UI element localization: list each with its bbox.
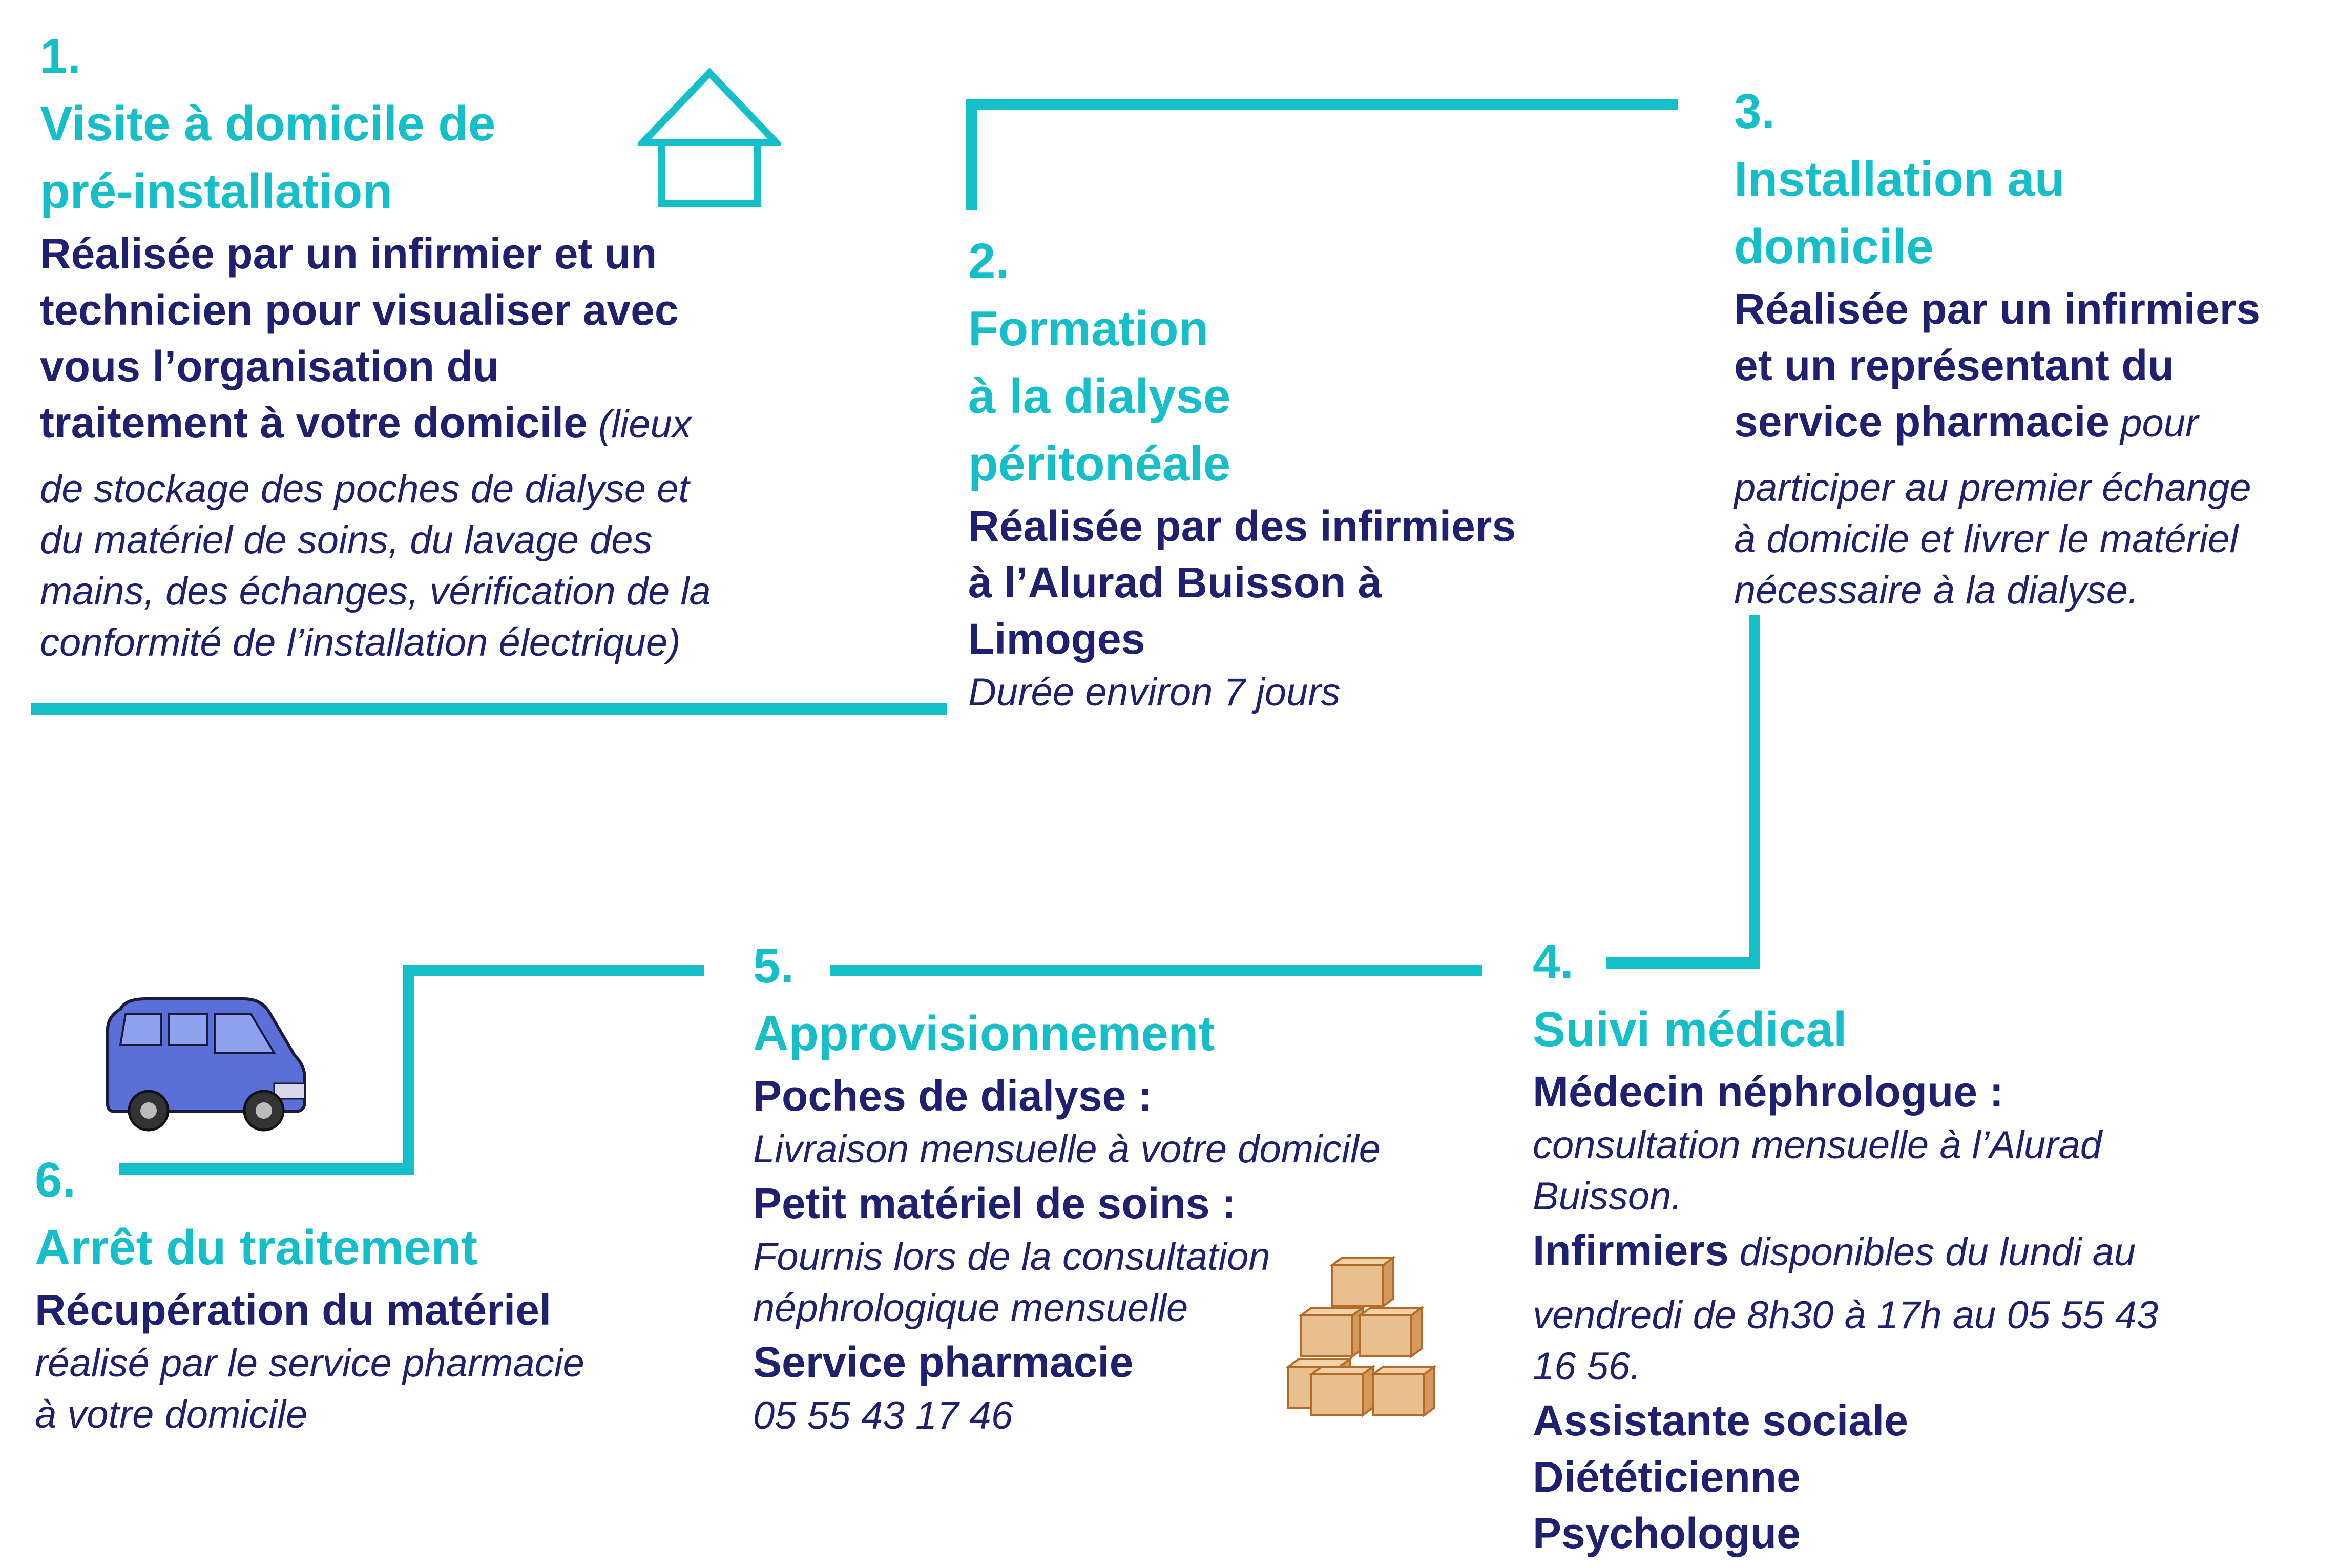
step-1-detail-line: de stockage des poches de dialyse et [40,467,690,511]
step-5-supplies-line: Fournis lors de la consultation [753,1235,1270,1279]
van-icon [100,989,310,1137]
step-2-title-line: Formation [968,301,1209,356]
step-1-bold-last: traitement à votre domicile [40,399,588,447]
step-4-doctor-line: consultation mensuelle à l’Alurad [1533,1123,2102,1167]
step-4-other: Psychologue [1533,1509,1801,1557]
step-3-desc-line: et un représentant du [1734,341,2174,389]
step-3-detail-line: à domicile et livrer le matériel [1734,517,2239,561]
step-4-doctor-label: Médecin néphrologue : [1533,1068,2004,1116]
step-4-nurses-label: Infirmiers [1533,1226,1729,1274]
step-3-detail-line: nécessaire à la dialyse. [1734,569,2139,612]
step-4-nurses-mixed [1533,1222,2322,1290]
step-2-desc-line: Réalisée par des infirmiers [968,502,1516,550]
step-1-number: 1. [40,29,81,83]
step-4-nurses-line: vendredi de 8h30 à 17h au 05 55 43 [1533,1293,2159,1337]
step-3-desc-line: Réalisée par un infirmiers [1734,285,2261,333]
step-2-title-line: péritonéale [968,436,1231,491]
step-2-number: 2. [968,234,1010,288]
step-6-desc: Récupération du matériel [35,1286,552,1334]
step-6 [35,1146,752,1440]
step-4-number: 4. [1533,934,1574,989]
step-2-duration: Durée environ 7 jours [968,671,1341,714]
step-6-detail-line: à votre domicile [35,1393,308,1436]
step-5-pharmacy-label: Service pharmacie [753,1338,1134,1386]
step-5-number: 5. [753,938,795,993]
step-3-bold-last: service pharmacie [1734,398,2110,446]
step-4 [1533,928,2322,1561]
step-3-italic-inline: pour [2110,402,2199,445]
step-2-desc-line: à l’Alurad Buisson à [968,558,1382,607]
step-1-title-line1: Visite à domicile de [40,96,496,151]
step-3-title-line: Installation au [1734,152,2065,206]
step-5 [753,932,1501,1441]
step-1-desc-line: technicien pour visualiser avec [40,286,679,334]
step-1 [40,23,829,668]
step-5-supplies-label: Petit matériel de soins : [753,1179,1236,1227]
step-4-nurses-inline: disponibles du lundi au [1728,1230,2136,1274]
step-1-detail-line: conformité de l’installation électrique) [40,621,681,664]
step-3-number: 3. [1734,84,1776,139]
step-6-detail-line: réalisé par le service pharmacie [35,1342,584,1385]
step-1-desc-mixed [40,394,829,464]
step-2 [968,227,1634,718]
step-1-desc-line: Réalisée par un infirmier et un [40,229,657,278]
step-1-italic-inline: (lieux [588,403,692,446]
step-1-title-line2: pré-installation [40,164,393,219]
step-3-title-line: domicile [1734,219,1934,274]
connector-2-3 [971,104,1678,210]
step-5-title: Approvisionnement [753,1006,1215,1061]
step-1-desc-line: vous l’organisation du [40,342,499,390]
step-2-title-line: à la dialyse [968,369,1231,424]
step-5-supplies-line: néphrologique mensuelle [753,1286,1188,1330]
step-6-title: Arrêt du traitement [35,1220,478,1275]
step-2-desc-line: Limoges [968,615,1145,663]
step-5-pouches-text: Livraison mensuelle à votre domicile [753,1127,1381,1171]
step-1-detail-line: du matériel de soins, du lavage des [40,518,653,562]
step-4-other: Diététicienne [1533,1453,1801,1501]
step-6-number: 6. [35,1153,76,1207]
step-4-doctor-line: Buisson. [1533,1175,1682,1218]
step-3-desc-mixed [1734,393,2328,463]
step-5-pouches-label: Poches de dialyse : [753,1072,1153,1120]
step-3 [1734,78,2328,616]
step-4-other: Assistante sociale [1533,1396,1909,1445]
step-3-detail-line: participer au premier échange [1734,466,2251,510]
step-5-pharmacy-phone: 05 55 43 17 46 [753,1394,1013,1437]
step-4-nurses-line: 16 56. [1533,1345,1641,1388]
step-4-title: Suivi médical [1533,1002,1847,1057]
step-1-detail-line: mains, des échanges, vérification de la [40,570,711,613]
